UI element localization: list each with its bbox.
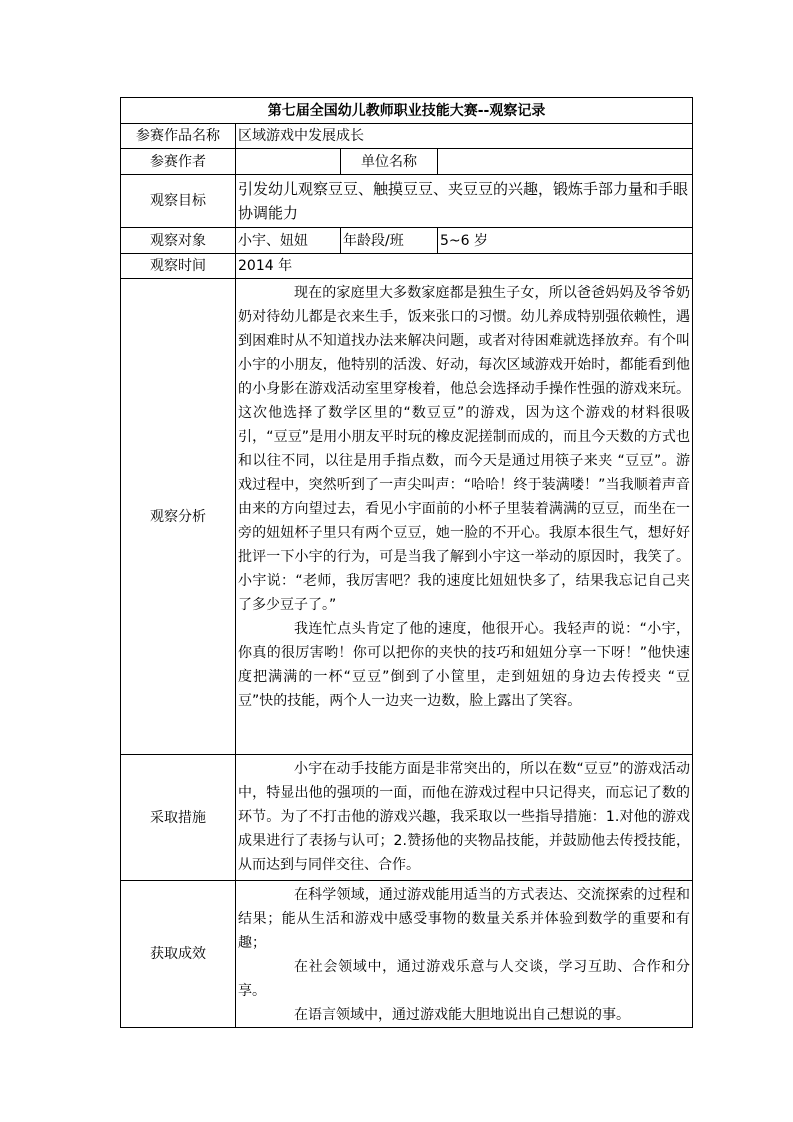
observation-record-table [120, 97, 693, 1028]
observation-record-sheet [120, 97, 692, 1028]
work-name-value: 区域游戏中发展成长 [236, 124, 693, 149]
author-label: 参赛作者 [121, 149, 236, 175]
goal-row [121, 175, 693, 228]
results-paragraph: 在科学领域，通过游戏能用适当的方式表达、交流探索的过程和结果；能从生活和游戏中感受事物的数量关系并体验到数学的重要和有趣； [238, 887, 691, 951]
unit-name-label: 单位名称 [341, 149, 438, 175]
measures-content [236, 755, 693, 881]
analysis-content [236, 279, 693, 755]
analysis-paragraph: 现在的家庭里大多数家庭都是独生子女，所以爸爸妈妈及爷爷奶奶对待幼儿都是衣来生手，饭来张口的习惯。幼儿养成特别强依赖性，遇到困难时从不知道找办法来解决问题，或者对待困难就选择放弃。有个叫小宇的小朋友，他特别的活泼、好动，每次区域游戏开始时，都能看到他的小身影在游戏活动室里穿梭着，他总会选择动手操作性强的游戏来玩。这次他选择了数学区里的“数豆豆”的游戏，因为这个游戏的材料很吸引，“豆豆”是用小朋友平时玩的橡皮泥搓制而成的，而且今天数的方式也和以往不同，以往是用手指点数，而今天是通过用筷子来夹 “豆豆”。游戏过程中，突然听到了一声尖叫声：“哈哈！终于装满喽！”当我顺着声音由来的方向望过去，看见小宇面前的小杯子里装着满满的豆豆，而坐在一旁的妞妞杯子里只有两个豆豆，她一脸的不开心。我原本很生气，想好好批评一下小宇的行为，可是当我了解到小宇这一举动的原因时，我笑了。小宇说：“老师，我厉害吧？我的速度比妞妞快多了，结果我忘记自己夹了多少豆子了。” [238, 285, 691, 613]
age-class-value: 5~6 岁 [438, 228, 693, 254]
results-label: 获取成效 [121, 881, 236, 1028]
results-row [121, 881, 693, 1028]
age-class-label: 年龄段/班 [341, 228, 438, 254]
results-paragraph: 在语言领域中，通过游戏能大胆地说出自己想说的事。 [294, 1007, 630, 1023]
work-name-label: 参赛作品名称 [121, 124, 236, 149]
author-value [236, 149, 341, 175]
time-value: 2014 年 [236, 254, 693, 279]
subject-row [121, 228, 693, 254]
author-row [121, 149, 693, 175]
title-row [121, 98, 693, 124]
results-paragraph: 在社会领域中，通过游戏乐意与人交谈，学习互助、合作和分享。 [238, 959, 691, 999]
goal-value: 引发幼儿观察豆豆、触摸豆豆、夹豆豆的兴趣，锻炼手部力量和手眼协调能力 [236, 175, 693, 228]
analysis-label: 观察分析 [121, 279, 236, 755]
measures-paragraph: 小宇在动手技能方面是非常突出的，所以在数“豆豆”的游戏活动中，特显出他的强项的一面，而他在游戏过程中只记得夹，而忘记了数的环节。为了不打击他的游戏兴趣，我采取以一些指导措施：1.对他的游戏成果进行了表扬与认可；2.赞扬他的夹物品技能，并鼓励他去传授技能，从而达到与同伴交往、合作。 [238, 761, 691, 873]
time-row [121, 254, 693, 279]
results-content [236, 881, 693, 1028]
analysis-row [121, 279, 693, 755]
measures-label: 采取措施 [121, 755, 236, 881]
goal-label: 观察目标 [121, 175, 236, 228]
analysis-paragraph: 我连忙点头肯定了他的速度，他很开心。我轻声的说：“小宇，你真的很厉害哟！你可以把你的夹快的技巧和妞妞分享一下呀！”他快速度把满满的一杯“豆豆”倒到了小筐里，走到妞妞的身边去传授夹 “豆豆”快的技能，两个人一边夹一边数，脸上露出了笑容。 [238, 621, 691, 709]
time-label: 观察时间 [121, 254, 236, 279]
record-title: 第七届全国幼儿教师职业技能大赛--观察记录 [121, 98, 693, 124]
measures-row [121, 755, 693, 881]
unit-name-value [438, 149, 693, 175]
subject-label: 观察对象 [121, 228, 236, 254]
subject-value: 小宇、妞妞 [236, 228, 341, 254]
work-name-row [121, 124, 693, 149]
